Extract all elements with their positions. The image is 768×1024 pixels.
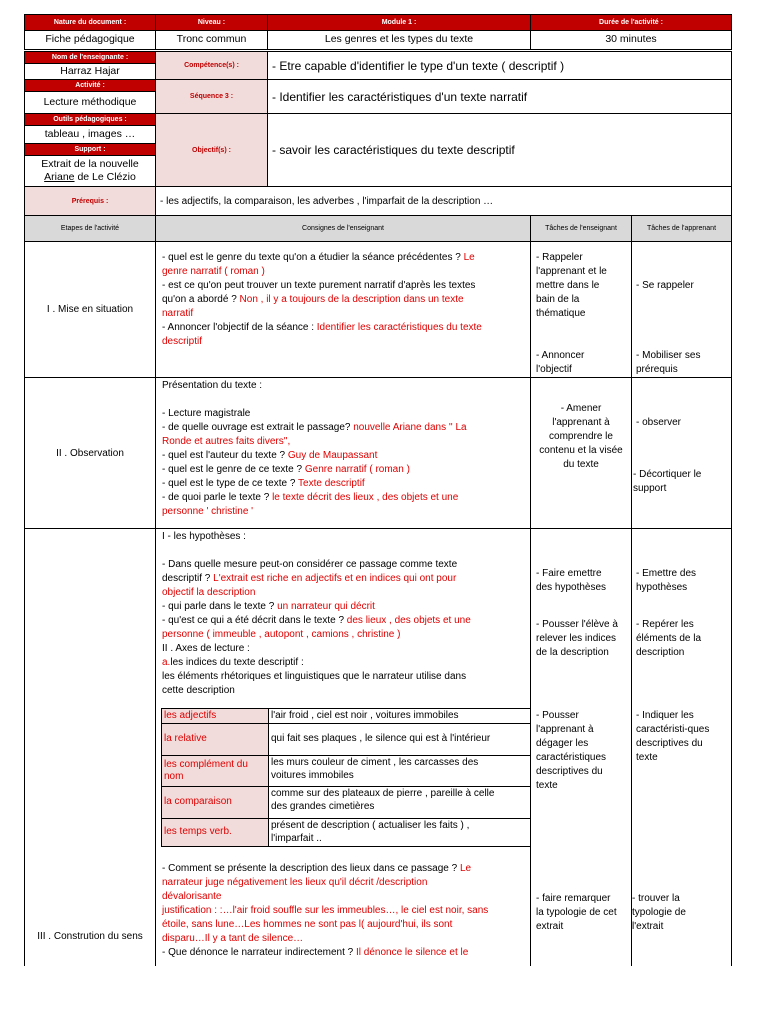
s3-h3: objectif la description <box>162 587 256 598</box>
s2-a5b: personne ' christine ' <box>162 506 254 517</box>
s3-line <box>162 862 528 876</box>
s3-h2b: L'extrait est riche en adjectifs et en indices qui ont pour <box>213 573 457 584</box>
inner-key-complement: les complément du nom <box>161 755 269 787</box>
s3-ens-line: - faire remarquer <box>536 893 611 904</box>
s3-ens-line: - Faire emettre <box>536 568 602 579</box>
s1-app-2 <box>636 349 700 377</box>
s3-app-line: l'extrait <box>632 921 664 932</box>
s3-c5: étoile, sans lune…Les hommes ne sont pas l( aujourd'hui, ils sont <box>162 919 453 930</box>
s3-c3: dévalorisante <box>162 891 222 902</box>
stage-2-text <box>162 379 528 519</box>
s1-a2a: Non , il y a toujours de la description dans un texte <box>239 294 464 305</box>
stage-1-consignes <box>155 241 531 378</box>
stage-3-hypotheses <box>162 530 528 698</box>
stage-2-consignes <box>155 377 531 529</box>
inner-val-line: comme sur des plateaux de pierre , pareille à celle <box>271 788 495 799</box>
s3-ens-line: - Pousser l'élève à <box>536 619 618 630</box>
s3-c1a: - Comment se présente la description des lieux dans ce passage ? <box>162 863 460 874</box>
stage-1-taches-apprenant <box>631 241 732 378</box>
s1-ens-line: - Rappeler <box>536 252 583 263</box>
inner-val-relative: qui fait ses plaques , le silence qui est à l'intérieur <box>268 723 531 756</box>
s2-a1a: nouvelle Ariane dans '' La <box>353 422 467 433</box>
s3-line <box>162 946 528 960</box>
module-label: Module 1 : <box>267 14 531 31</box>
s3-app-line: description <box>636 647 685 658</box>
s1-a2b: narratif <box>162 308 194 319</box>
s3-ens-line: des hypothèses <box>536 582 607 593</box>
inner-val-temps <box>268 818 531 847</box>
s2-line <box>162 491 528 505</box>
s2-presentation: Présentation du texte : <box>162 380 263 391</box>
s2-q5: - de quoi parle le texte ? <box>162 492 273 503</box>
s1-ens-line: bain de la <box>536 294 580 305</box>
col-header-taches-enseignant: Tâches de l'enseignant <box>530 215 632 242</box>
s3-app-line: éléments de la <box>636 633 702 644</box>
s3-ens-line: la typologie de cet <box>536 907 617 918</box>
s2-app-line: - Décortiquer le <box>633 469 702 480</box>
duree-value: 30 minutes <box>530 30 732 50</box>
s3-app-line: - Emettre des <box>636 568 697 579</box>
s2-line <box>162 449 528 463</box>
enseignante-value: Harraz Hajar <box>24 63 156 80</box>
s3-h4a: - qui parle dans le texte ? <box>162 601 278 612</box>
niveau-value: Tronc commun <box>155 30 268 50</box>
s3-a-text: les indices du texte descriptif : <box>170 657 304 668</box>
s3-h5a: - qu'est ce qui a été décrit dans le texte ? <box>162 615 347 626</box>
s3-ens-line: extrait <box>536 921 564 932</box>
support-value <box>24 155 156 187</box>
s2-ens-line: du texte <box>563 459 599 470</box>
s3-h6: personne ( immeuble , autopont , camions , christine ) <box>162 629 401 640</box>
s2-ens-line: comprendre le <box>549 431 613 442</box>
prerequis-label: Prérequis : <box>24 186 156 216</box>
s2-a5a: le texte décrit des lieux , des objets et une <box>272 492 459 503</box>
s3-app-line: caractéristi-ques <box>636 724 710 735</box>
s1-ens-line: l'objectif <box>536 364 572 375</box>
s1-ens-2 <box>536 349 584 377</box>
s2-q1: - de quelle ouvrage est extrait le passage? <box>162 422 354 433</box>
s2-a3: Genre narratif ( roman ) <box>304 464 410 475</box>
s1-ens-line: - Annoncer <box>536 350 585 361</box>
activite-value: Lecture méthodique <box>24 91 156 114</box>
nature-label: Nature du document : <box>24 14 156 31</box>
nature-value: Fiche pédagogique <box>24 30 156 50</box>
sequence-label: Séquence 3 : <box>155 79 268 114</box>
inner-val-adjectifs: l'air froid , ciel est noir , voitures immobiles <box>268 708 531 724</box>
s3-ens-2 <box>536 618 618 660</box>
s1-app-line: prérequis <box>636 364 678 375</box>
s3-a3: cette description <box>162 685 235 696</box>
prerequis-value: - les adjectifs, la comparaison, les adverbes , l'imparfait de la description … <box>155 186 732 216</box>
s3-c1b: Le <box>459 863 472 874</box>
s3-app-line: - Repérer les <box>636 619 694 630</box>
inner-val-line: l'imparfait .. <box>271 832 322 844</box>
s1-q1: - quel est le genre du texte qu'on a étudier la séance précédentes ? <box>162 252 464 263</box>
stage-3-taches-apprenant <box>631 528 732 966</box>
module-value: Les genres et les types du texte <box>267 30 531 50</box>
s3-line <box>162 656 528 670</box>
competence-value: - Etre capable d'identifier le type d'un texte ( descriptif ) <box>267 51 732 80</box>
inner-key-temps: les temps verb. <box>161 818 269 847</box>
s3-app-line: descriptives du <box>636 738 703 749</box>
stage-1-title: I . Mise en situation <box>24 241 156 378</box>
s2-q3: - quel est le genre de ce texte ? <box>162 464 305 475</box>
s2-a1b: Ronde et autres faits divers'', <box>162 436 291 447</box>
s3-app-3 <box>636 709 709 765</box>
col-header-taches-apprenant: Tâches de l'apprenant <box>631 215 732 242</box>
s3-spacer <box>162 544 528 558</box>
s2-a2: Guy de Maupassant <box>287 450 378 461</box>
s2-q2: - quel est l'auteur du texte ? <box>162 450 288 461</box>
support-title: Ariane <box>44 171 75 183</box>
inner-key-adjectifs: les adjectifs <box>161 708 269 724</box>
stage-3-cell <box>24 528 156 966</box>
s2-ens <box>531 402 631 472</box>
s2-l1: - Lecture magistrale <box>162 408 251 419</box>
stage-1-text <box>162 251 528 349</box>
sequence-value: - Identifier les caractéristiques d'un texte narratif <box>267 79 732 114</box>
support-author: de Le Clézio <box>74 171 136 183</box>
inner-key-comparaison: la comparaison <box>161 786 269 819</box>
s3-ens-3 <box>536 709 606 793</box>
stage-2-taches-apprenant <box>631 377 732 529</box>
s2-ens-line: l'apprenant à <box>552 417 610 428</box>
duree-label: Durée de l'activité : <box>530 14 732 31</box>
s1-app-line: - Mobiliser ses <box>636 350 701 361</box>
stage-3-taches-enseignant <box>530 528 632 966</box>
col-header-consignes: Consignes de l'enseignant <box>155 215 531 242</box>
s3-ens-line: de la description <box>536 647 609 658</box>
s3-app-1 <box>636 567 696 595</box>
s3-line <box>162 614 528 628</box>
s2-app-2 <box>633 468 701 496</box>
s1-line <box>162 321 528 335</box>
inner-val-line: présent de description ( actualiser les faits ) , <box>271 820 470 831</box>
stage-2-taches-enseignant <box>530 377 632 529</box>
s2-line <box>162 421 528 435</box>
s1-a3a: Identifier les caractéristiques du texte <box>316 322 482 333</box>
outils-value: tableau , images … <box>24 125 156 144</box>
s3-app-line: - Indiquer les <box>636 710 694 721</box>
stage-3-title: III . Constrution du sens <box>37 931 143 942</box>
support-line-2 <box>44 171 136 184</box>
s1-a1a: Le <box>463 252 475 263</box>
s3-c6: disparu…Il y a tant de silence… <box>162 933 304 944</box>
s3-axes: II . Axes de lecture : <box>162 643 250 654</box>
s3-h1: - Dans quelle mesure peut-on considérer ce passage comme texte <box>162 559 458 570</box>
inner-val-comparaison <box>268 786 531 819</box>
s2-line <box>162 477 528 491</box>
stage-1-taches-enseignant <box>530 241 632 378</box>
s1-ens-line: l'apprenant et le <box>536 266 607 277</box>
s3-h4b: un narrateur qui décrit <box>277 601 375 612</box>
s3-hyp-title: I - les hypothèses : <box>162 531 246 542</box>
s3-ens-line: relever les indices <box>536 633 617 644</box>
s3-ens-line: descriptives du <box>536 766 603 777</box>
s3-ens-line: caractéristiques <box>536 752 607 763</box>
s3-ens-line: - Pousser <box>536 710 579 721</box>
s3-app-2 <box>636 618 701 660</box>
s3-ens-1 <box>536 567 606 595</box>
s1-q2b: qu'on a abordé ? <box>162 294 240 305</box>
inner-val-line: voitures immobiles <box>271 769 354 781</box>
objectif-value: - savoir les caractéristiques du texte descriptif <box>267 113 732 187</box>
s3-app-line: hypothèses <box>636 582 688 593</box>
s2-ens-line: - Amener <box>560 403 602 414</box>
enseignante-label: Nom de l'enseignante : <box>24 51 156 64</box>
s3-c7a: - Que dénonce le narrateur indirectement ? <box>162 947 356 958</box>
inner-key-relative: la relative <box>161 723 269 756</box>
s1-ens-line: thématique <box>536 308 586 319</box>
s3-ens-line: texte <box>536 780 558 791</box>
s3-a-letter: a. <box>162 657 171 668</box>
activite-label: Activité : <box>24 79 156 92</box>
s3-c2: narrateur juge négativement les lieux qu'il décrit /description <box>162 877 428 888</box>
s3-h2a: descriptif ? <box>162 573 214 584</box>
support-label: Support : <box>24 143 156 156</box>
s1-ens-line: mettre dans le <box>536 280 600 291</box>
stage-2-title: II . Observation <box>24 377 156 529</box>
competence-label: Compétence(s) : <box>155 51 268 80</box>
s3-c4: justification : :…l'air froid souffle sur les immeubles…, le ciel est noir, sans <box>162 905 489 916</box>
s3-ens-line: dégager les <box>536 738 589 749</box>
s3-ens-line: l'apprenant à <box>536 724 594 735</box>
s3-app-4 <box>632 892 686 934</box>
s3-app-line: texte <box>636 752 658 763</box>
s3-c7b: Il dénonce le silence et le <box>356 947 469 958</box>
inner-val-line: des grandes cimetières <box>271 800 375 812</box>
s3-h5b: des lieux , des objets et une <box>346 615 471 626</box>
s2-a4: Texte descriptif <box>298 478 365 489</box>
inner-val-complement <box>268 755 531 787</box>
inner-val-line: les murs couleur de ciment , les carcasses des <box>271 757 479 768</box>
s1-a3b: descriptif <box>162 336 203 347</box>
s1-q2a: - est ce qu'on peut trouver un texte purement narratif d'après les textes <box>162 280 476 291</box>
s1-app-1: - Se rappeler <box>636 280 694 291</box>
s2-app-1: - observer <box>636 417 682 428</box>
s1-line <box>162 293 528 307</box>
support-line-1: Extrait de la nouvelle <box>41 157 139 170</box>
s3-ens-4 <box>536 892 617 934</box>
niveau-label: Niveau : <box>155 14 268 31</box>
s3-line <box>162 572 528 586</box>
objectif-label: Objectif(s) : <box>155 113 268 187</box>
s2-ens-line: contenu et la visée <box>539 445 623 456</box>
s3-app-line: typologie de <box>632 907 686 918</box>
stage-3-description <box>162 862 528 960</box>
s2-q4: - quel est le type de ce texte ? <box>162 478 299 489</box>
s3-line <box>162 600 528 614</box>
s1-a1b: genre narratif ( roman ) <box>162 266 265 277</box>
s2-spacer <box>162 393 528 407</box>
s2-app-line: support <box>633 483 667 494</box>
s3-a2: les éléments rhétoriques et linguistiques que le narrateur utilise dans <box>162 671 467 682</box>
s1-q3: - Annoncer l'objectif de la séance : <box>162 322 317 333</box>
stage-3-consignes <box>155 528 531 966</box>
s3-app-line: - trouver la <box>632 893 680 904</box>
col-header-etapes: Etapes de l'activité <box>24 215 156 242</box>
s2-line <box>162 463 528 477</box>
outils-label: Outils pédagogiques : <box>24 113 156 126</box>
s1-ens-1 <box>536 251 607 321</box>
s1-line <box>162 251 528 265</box>
